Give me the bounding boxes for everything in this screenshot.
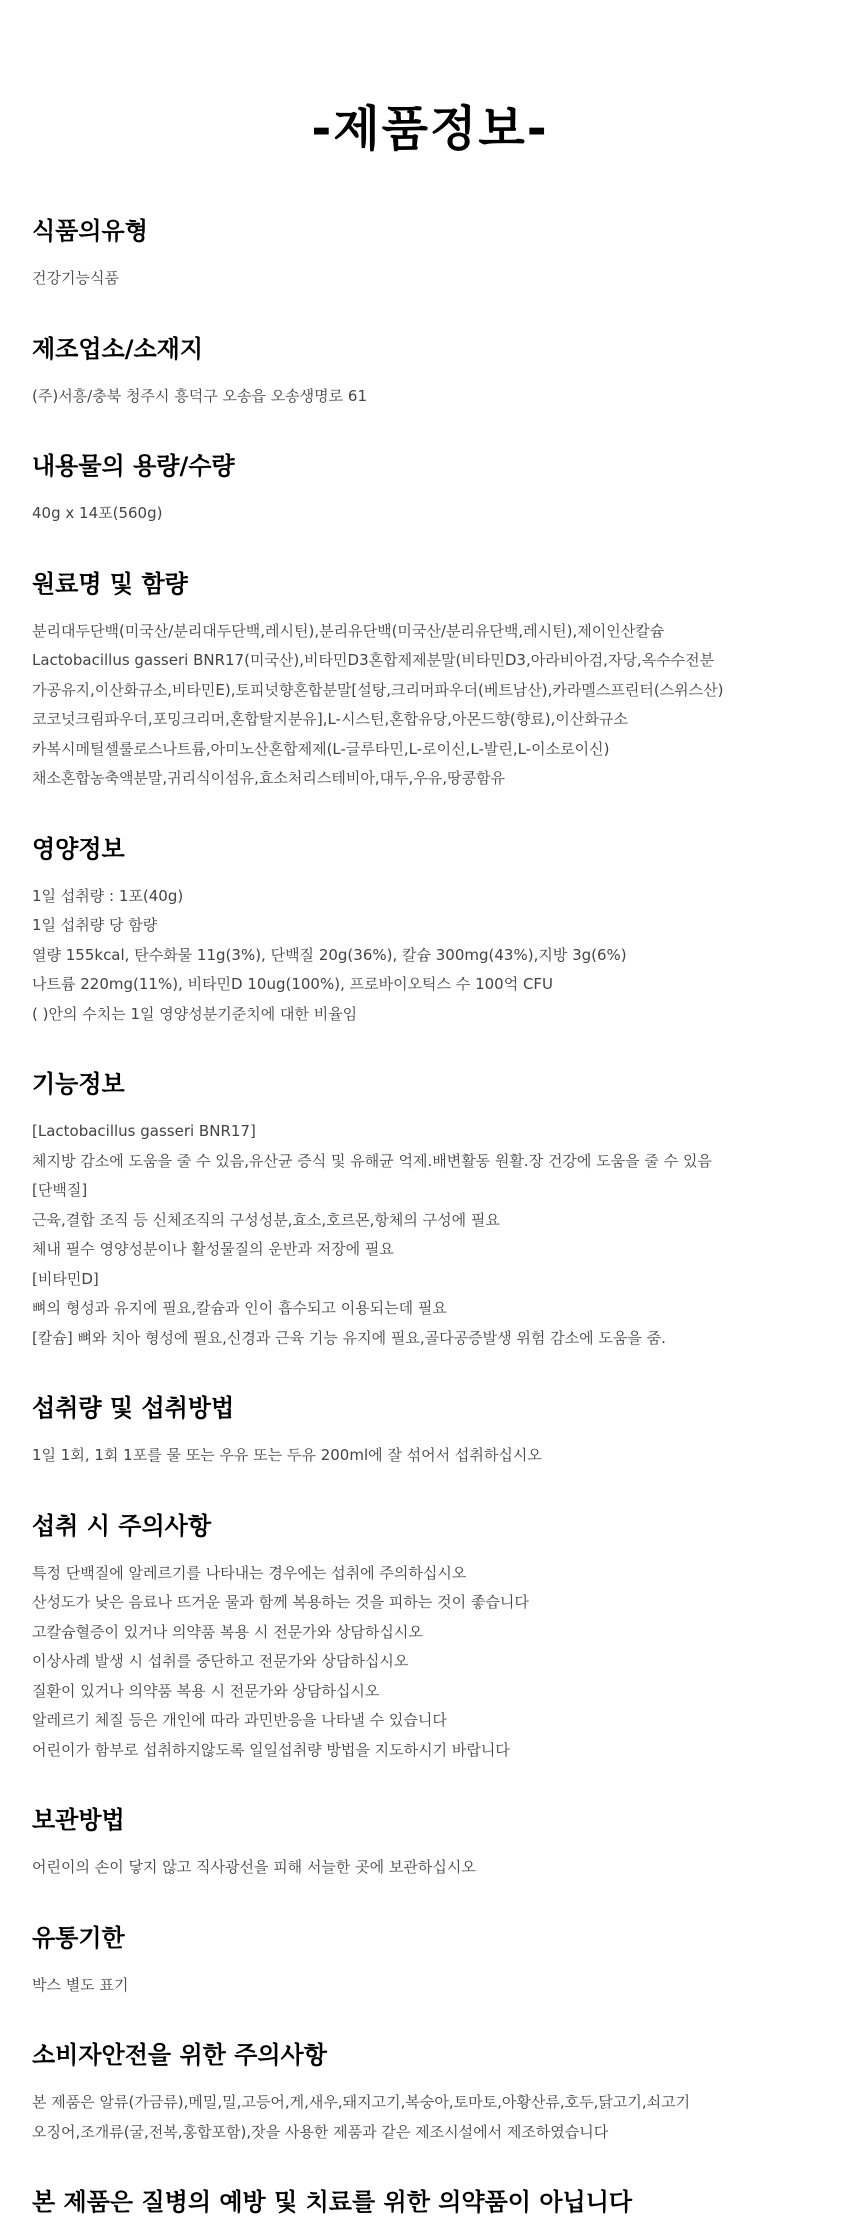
section-line: 가공유지,이산화규소,비타민E),토피넛향혼합분말[설탕,크리머파우더(베트남산),카라멜스프린터(스위스산) [32,680,724,699]
section-line: 특정 단백질에 알레르기를 나타내는 경우에는 섭취에 주의하십시오 [32,1563,467,1582]
section-line: 어린이의 손이 닿지 않고 직사광선을 피해 서늘한 곳에 보관하십시오 [32,1858,476,1876]
info-sections [32,216,828,2147]
section-line: 질환이 있거나 의약품 복용 시 전문가와 상담하십시오 [32,1681,380,1700]
section-line: 나트륨 220mg(11%), 비타민D 10ug(100%), 프로바이오틱스 수 100억 CFU [32,975,554,993]
section-heading: 제조업소/소재지 [32,334,204,363]
section-heading: 보관방법 [32,1806,125,1834]
section-line: 어린이가 함부로 섭취하지않도록 일일섭취량 방법을 지도하시기 바랍니다 [32,1740,510,1759]
section-nutrition [32,834,828,1030]
section-heading: 소비자안전을 위한 주의사항 [32,2041,327,2069]
page-title: -제품정보- [311,101,549,157]
section-line: 1일 섭취량 당 함량 [32,916,158,934]
section-heading: 원료명 및 함량 [32,569,188,598]
section-intake [32,1393,828,1471]
section-line: 분리대두단백(미국산/분리대두단백,레시틴),분리유단백(미국산/분리유단백,레시틴),제이인산칼슘 [32,621,665,640]
section-heading: 유통기한 [32,1923,125,1952]
section-cautions [32,1511,828,1766]
section-line: 알레르기 체질 등은 개인에 따라 과민반응을 나타낼 수 있습니다 [32,1711,447,1729]
section-line: (주)서흥/충북 청주시 흥덕구 오송읍 오송생명로 61 [32,386,367,405]
section-line: 본 제품은 알류(가금류),메밀,밀,고등어,게,새우,돼지고기,복숭아,토마토,아황산류,호두,닭고기,쇠고기 [32,2093,691,2111]
section-line: 1일 1회, 1회 1포를 물 또는 우유 또는 두유 200ml에 잘 섞어서 섭취하십시오 [32,1446,542,1464]
section-line: 오징어,조개류(굴,전복,홍합포함),잣을 사용한 제품과 같은 제조시설에서 제조하였습니다 [32,2122,609,2141]
section-line: 뼈의 형성과 유지에 필요,칼슘과 인이 흡수되고 이용되는데 필요 [32,1299,447,1317]
section-function [32,1069,828,1353]
section-heading: 영양정보 [32,834,125,863]
section-ingredients [32,569,828,794]
section-heading: 기능정보 [32,1070,125,1098]
section-line: 산성도가 낮은 음료나 뜨거운 물과 함께 복용하는 것을 피하는 것이 좋습니다 [32,1593,529,1611]
section-line: 체지방 감소에 도움을 줄 수 있음,유산균 증식 및 유해균 억제.배변활동 원활.장 건강에 도움을 줄 수 있음 [32,1151,712,1170]
section-expiry [32,1923,828,2001]
section-heading: 섭취량 및 섭취방법 [32,1394,235,1422]
section-line: 건강기능식품 [32,269,119,287]
section-line: [칼슘] 뼈와 치아 형성에 필요,신경과 근육 기능 유지에 필요,골다공증발생 위험 감소에 도움을 줌. [32,1328,666,1347]
section-line: 고칼슘혈증이 있거나 의약품 복용 시 전문가와 상담하십시오 [32,1622,423,1641]
not-medicine-notice: 본 제품은 질병의 예방 및 치료를 위한 의약품이 아닙니다 [32,2188,633,2216]
section-volume [32,451,828,529]
section-line: 1일 섭취량 : 1포(40g) [32,886,184,905]
section-line: [단백질] [32,1181,88,1199]
section-line: 40g x 14포(560g) [32,504,163,522]
section-line: 카복시메틸셀룰로스나트륨,아미노산혼합제제(L-글루타민,L-로이신,L-발린,L-이소로이신) [32,739,610,758]
section-storage [32,1805,828,1883]
section-heading: 식품의유형 [32,217,148,245]
section-line: [Lactobacillus gasseri BNR17] [32,1122,256,1140]
section-line: 근육,결합 조직 등 신체조직의 구성성분,효소,호르몬,항체의 구성에 필요 [32,1210,500,1229]
section-line: 코코넛크림파우더,포밍크리머,혼합탈지분유],L-시스틴,혼합유당,아몬드향(향료),이산화규소 [32,710,628,728]
section-manufacturer [32,334,828,412]
section-heading: 내용물의 용량/수량 [32,452,235,480]
section-line: 박스 별도 표기 [32,1975,129,1994]
section-line: 이상사례 발생 시 섭취를 중단하고 전문가와 상담하십시오 [32,1652,409,1670]
section-line: [비타민D] [32,1269,99,1288]
section-line: Lactobacillus gasseri BNR17(미국산),비타민D3혼합제제분말(비타민D3,아라비아검,자당,옥수수전분 [32,651,715,669]
section-food-type [32,216,828,294]
section-consumer-safety [32,2040,828,2147]
section-line: ( )안의 수치는 1일 영양성분기준치에 대한 비율임 [32,1004,358,1023]
section-line: 채소혼합농축액분말,귀리식이섬유,효소처리스테비아,대두,우유,땅콩함유 [32,769,506,787]
section-line: 체내 필수 영양성분이나 활성물질의 운반과 저장에 필요 [32,1240,394,1258]
section-heading: 섭취 시 주의사항 [32,1511,211,1540]
section-line: 열량 155kcal, 탄수화물 11g(3%), 단백질 20g(36%), 칼슘 300mg(43%),지방 3g(6%) [32,945,627,964]
